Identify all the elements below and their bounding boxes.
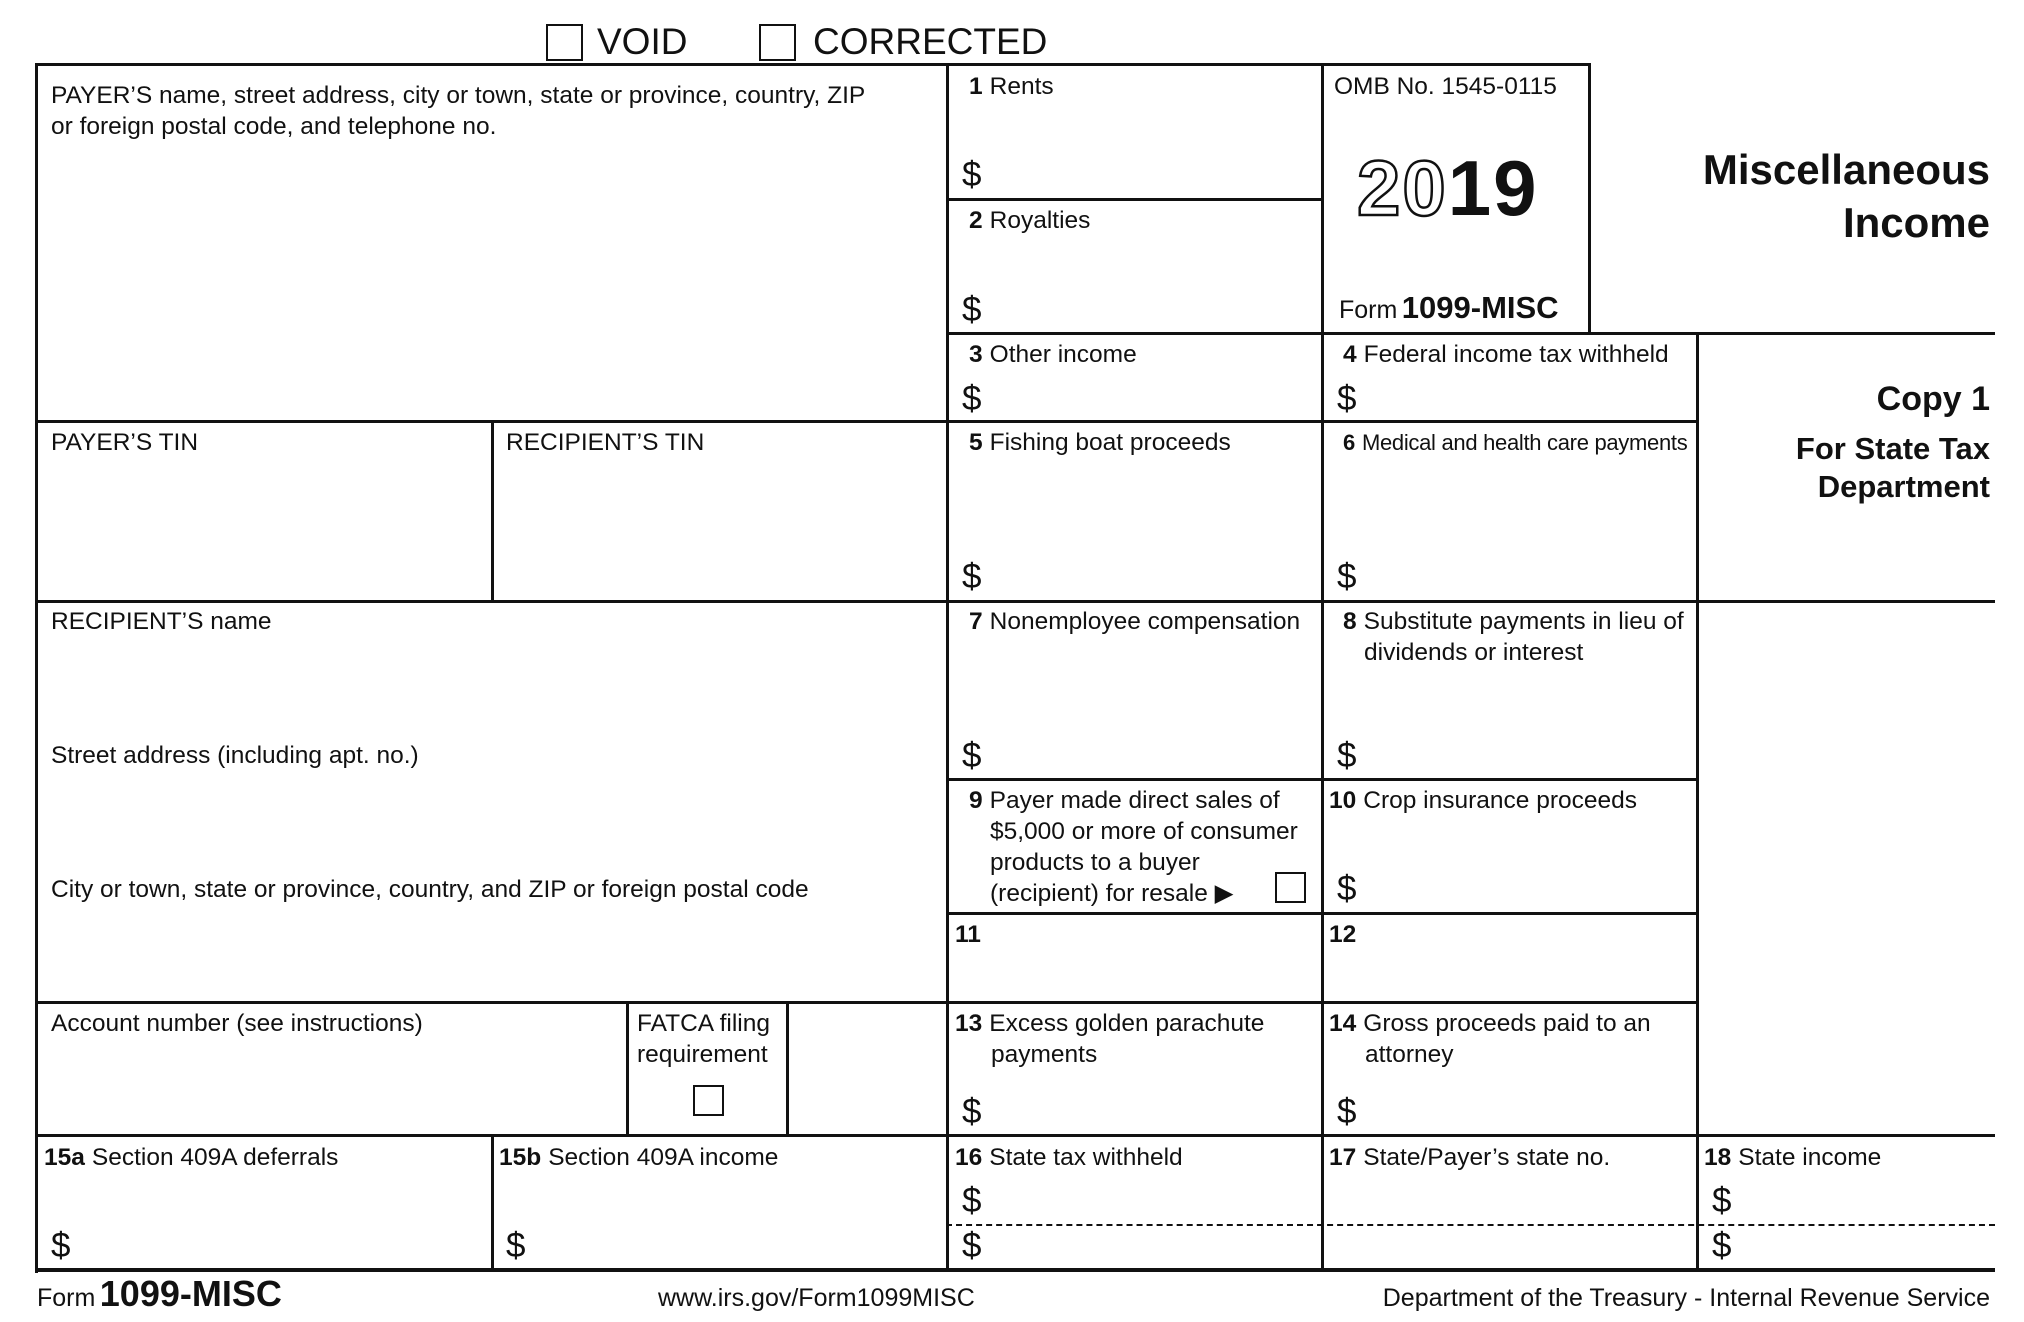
box-4-dollar: $ [1337, 379, 1357, 418]
recipient-tin-label: RECIPIENT’S TIN [506, 429, 705, 456]
box-11-label: 11 [955, 921, 981, 948]
box-12-label: 12 [1329, 921, 1357, 948]
divider-v-main [946, 63, 949, 1271]
box-16-dollar-1: $ [962, 1181, 982, 1220]
box-2-label: 2 Royalties [969, 207, 1091, 234]
recipient-street-label: Street address (including apt. no.) [51, 742, 419, 769]
fatca-checkbox[interactable] [693, 1085, 724, 1116]
box-7-dollar: $ [962, 736, 982, 775]
divider-v-omb-right [1588, 63, 1591, 335]
box-15b-label: 15b Section 409A income [499, 1144, 779, 1171]
box-10-label: 10 Crop insurance proceeds [1329, 787, 1638, 814]
box-5-label: 5 Fishing boat proceeds [969, 429, 1231, 456]
box-9-label: 9 Payer made direct sales of $5,000 or more of consumer products to a buyer (recipient) for resale ▶ [969, 787, 1298, 907]
divider-v-fatca-l [626, 1001, 629, 1137]
box-18-dollar-1: $ [1712, 1181, 1732, 1220]
box-6-dollar: $ [1337, 557, 1357, 596]
box-14-dollar: $ [1337, 1092, 1357, 1131]
box-5-dollar: $ [962, 557, 982, 596]
divider-v-copy [1696, 332, 1699, 1271]
box-15a-dollar: $ [51, 1226, 71, 1265]
copy-label: Copy 1 [1876, 380, 1990, 418]
fatca-label: FATCA filing requirement [637, 1010, 770, 1068]
recipient-name-label: RECIPIENT’S name [51, 608, 272, 635]
box-15b-dollar: $ [506, 1226, 526, 1265]
divider-v-15 [491, 1134, 494, 1271]
box-4-label: 4 Federal income tax withheld [1343, 341, 1669, 368]
box-13-label: 13 Excess golden parachute payments [955, 1010, 1265, 1068]
account-number-label: Account number (see instructions) [51, 1010, 423, 1037]
box-16-label: 16 State tax withheld [955, 1144, 1183, 1171]
box-7-label: 7 Nonemployee compensation [969, 608, 1301, 635]
form-id-label: Form 1099-MISC [1339, 290, 1559, 325]
box-18-label: 18 State income [1704, 1144, 1882, 1171]
divider-v-tin [491, 421, 494, 603]
payer-name-label: PAYER’S name, street address, city or town, state or province, country, ZIP or foreign postal code, and telephone no. [51, 82, 866, 140]
box-9-checkbox[interactable] [1275, 872, 1306, 903]
corrected-checkbox[interactable] [759, 24, 796, 61]
box-17-label: 17 State/Payer’s state no. [1329, 1144, 1611, 1171]
omb-number: OMB No. 1545-0115 [1334, 73, 1557, 100]
recipient-city-label: City or town, state or province, country, and ZIP or foreign postal code [51, 876, 809, 903]
divider-h-9 [946, 778, 1698, 781]
divider-dashed-state [946, 1224, 1995, 1226]
box-10-dollar: $ [1337, 869, 1357, 908]
divider-h-13 [35, 1001, 1698, 1004]
divider-h-11 [946, 912, 1698, 915]
divider-h-3 [946, 332, 1995, 335]
box-3-label: 3 Other income [969, 341, 1137, 368]
divider-v-omb [1321, 63, 1324, 1271]
copy-recipient-label: For State Tax Department [1795, 431, 1990, 504]
void-label: VOID [597, 21, 688, 62]
footer-url: www.irs.gov/Form1099MISC [658, 1284, 975, 1312]
divider-h-tin [35, 600, 1995, 603]
box-8-dollar: $ [1337, 736, 1357, 775]
frame-bottom [35, 1268, 1995, 1272]
box-14-label: 14 Gross proceeds paid to an attorney [1329, 1010, 1651, 1068]
box-3-dollar: $ [962, 379, 982, 418]
frame-top [35, 63, 1590, 66]
divider-h-15 [35, 1134, 1995, 1137]
footer-form-id: Form 1099-MISC [37, 1273, 282, 1314]
form-title: Miscellaneous Income [1702, 146, 1990, 246]
corrected-label: CORRECTED [813, 21, 1048, 62]
divider-h-1 [946, 198, 1323, 201]
box-18-dollar-2: $ [1712, 1226, 1732, 1265]
box-13-dollar: $ [962, 1092, 982, 1131]
divider-v-fatca-r [786, 1001, 789, 1137]
void-checkbox[interactable] [546, 24, 583, 61]
tax-year: 2019 [1357, 144, 1539, 232]
box-16-dollar-2: $ [962, 1226, 982, 1265]
box-15a-label: 15a Section 409A deferrals [44, 1144, 339, 1171]
payer-tin-label: PAYER’S TIN [51, 429, 199, 456]
box-8-label: 8 Substitute payments in lieu of dividends or interest [1343, 608, 1684, 666]
footer-department: Department of the Treasury - Internal Revenue Service [1382, 1284, 1990, 1312]
box-1-dollar: $ [962, 155, 982, 194]
divider-h-payer [35, 420, 1698, 423]
box-1-label: 1 Rents [969, 73, 1054, 100]
box-6-label: 6 Medical and health care payments [1343, 430, 1688, 455]
frame-left [35, 63, 38, 1273]
box-2-dollar: $ [962, 290, 982, 329]
